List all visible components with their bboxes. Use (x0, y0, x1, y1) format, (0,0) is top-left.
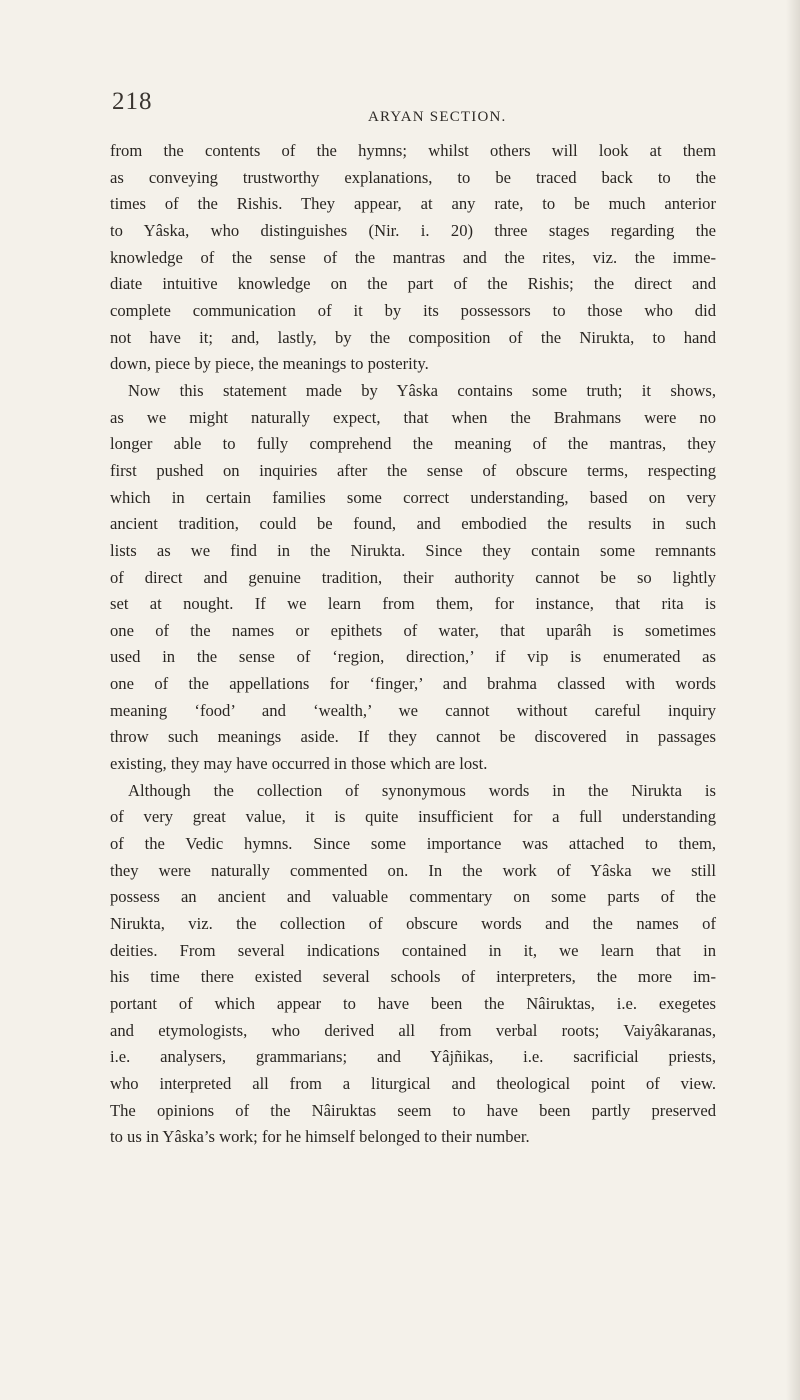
text-line: as conveying trustworthy explanations, to be traced back to the (110, 167, 716, 187)
text-line: portant of which appear to have been the Nâiruktas, i.e. exegetes (110, 994, 716, 1013)
page-edge-shadow (786, 0, 800, 1400)
text-line: possess an ancient and valuable commentary on some parts of the (110, 887, 716, 907)
paragraph-1 (110, 138, 716, 378)
text-line: throw such meanings aside. If they cannot be discovered in passages (110, 727, 716, 747)
text-line: Nirukta, viz. the collection of obscure words and the names of (110, 914, 716, 934)
page-number: 218 (112, 88, 153, 115)
text-line: existing, they may have occurred in those which are lost. (110, 754, 488, 774)
text-line: The opinions of the Nâiruktas seem to have been partly preserved (110, 1100, 716, 1120)
running-head: ARYAN SECTION. (368, 109, 507, 125)
text-line: lists as we find in the Nirukta. Since they contain some remnants (110, 540, 716, 560)
text-line: they were naturally commented on. In the work of Yâska we still (110, 860, 716, 880)
text-line: who interpreted all from a liturgical and theological point of view. (110, 1073, 716, 1093)
text-line: and etymologists, who derived all from verbal roots; Vaiyâkaranas, (110, 1020, 716, 1040)
text-line: deities. From several indications contained in it, we learn that in (110, 940, 716, 960)
text-line: Although the collection of synonymous words in the Nirukta is (128, 780, 716, 800)
text-line: first pushed on inquiries after the sense of obscure terms, respecting (110, 460, 716, 480)
text-line: diate intuitive knowledge on the part of the Rishis; the direct and (110, 274, 716, 294)
text-line: of the Vedic hymns. Since some importance was attached to them, (110, 834, 716, 854)
text-line: one of the names or epithets of water, that uparâh is sometimes (110, 620, 716, 640)
text-line: from the contents of the hymns; whilst others will look at them (110, 141, 716, 160)
text-line: complete communication of it by its possessors to those who did (110, 300, 716, 320)
paragraph-2 (110, 378, 716, 778)
text-line: to Yâska, who distinguishes (Nir. i. 20) three stages regarding the (110, 220, 716, 240)
text-line: i.e. analysers, grammarians; and Yâjñikas, i.e. sacrificial priests, (110, 1047, 716, 1067)
text-line: used in the sense of ‘region, direction,’ if vip is enumerated as (110, 647, 716, 667)
text-line: longer able to fully comprehend the meaning of the mantras, they (110, 434, 716, 454)
text-line: of very great value, it is quite insufficient for a full understanding (110, 807, 716, 827)
text-line: meaning ‘food’ and ‘wealth,’ we cannot without careful inquiry (110, 700, 716, 720)
text-line: which in certain families some correct understanding, based on very (110, 487, 716, 507)
text-line: times of the Rishis. They appear, at any rate, to be much anterior (110, 194, 716, 214)
text-line: Now this statement made by Yâska contains some truth; it shows, (128, 380, 716, 400)
paragraph-3 (110, 778, 716, 1151)
text-line: set at nought. If we learn from them, for instance, that rita is (110, 594, 716, 614)
text-line: to us in Yâska’s work; for he himself belonged to their number. (110, 1127, 530, 1147)
text-line: one of the appellations for ‘finger,’ and brahma classed with words (110, 674, 716, 694)
text-line: not have it; and, lastly, by the composition of the Nirukta, to hand (110, 327, 716, 347)
text-line: as we might naturally expect, that when the Brahmans were no (110, 407, 716, 427)
text-line: of direct and genuine tradition, their authority cannot be so lightly (110, 567, 716, 587)
text-line: ancient tradition, could be found, and embodied the results in such (110, 514, 716, 534)
body-text (110, 138, 716, 1151)
page-header (0, 88, 800, 128)
text-line: knowledge of the sense of the mantras and the rites, viz. the imme- (110, 247, 716, 267)
text-line: down, piece by piece, the meanings to posterity. (110, 354, 429, 374)
text-line: his time there existed several schools of interpreters, the more im- (110, 967, 716, 987)
